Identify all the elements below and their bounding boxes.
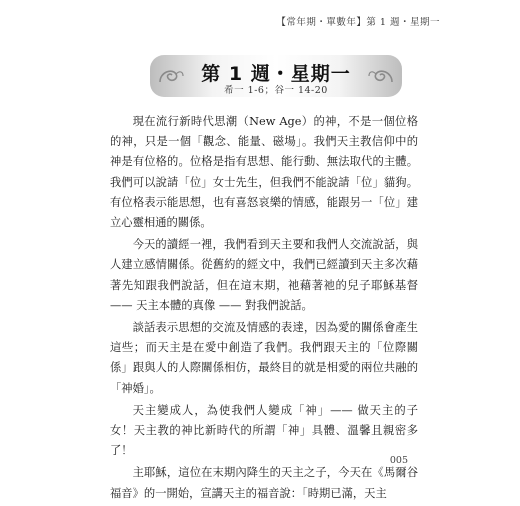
paragraph: 談話表示思想的交流及情感的表達，因為愛的關係會產生這些；而天主是在愛中創造了我們。我們跟天主的「位際關係」跟與人的人際關係相仿，最終目的就是相愛的兩位共融的「神婚」。 <box>110 321 418 395</box>
swirl-ornament-right-icon <box>366 62 396 90</box>
paragraph: 今天的讀經一裡，我們看到天主要和我們人交流說話，與人建立感情關係。從舊約的經文中，我們已經讀到天主多次藉著先知跟我們說話，但在這末期，祂藉著祂的兒子耶穌基督 —— 天主本體的真像 —— 對我們說話。 <box>110 238 418 312</box>
paragraph: 現在流行新時代思潮（New Age）的神，不是一個位格的神，只是一個「觀念、能量、磁場」。我們天主教信仰中的神是有位格的。位格是指有思想、能行動、無法取代的主體。我們可以說請「位」女士先生，但我們不能說請「位」貓狗。有位格表示能思想，也有喜怒哀樂的情感，能跟另一「位」建立心靈相通的關係。 <box>110 115 418 230</box>
running-head: 【常年期・單數年】第 1 週・星期一 <box>276 17 440 28</box>
scripture-reference: 希一 1-6；谷一 14-20 <box>224 85 328 96</box>
chapter-banner <box>150 55 402 97</box>
page-number: 005 <box>389 455 408 466</box>
chapter-title: 第 1 週・星期一 <box>201 63 351 85</box>
body-text <box>110 112 418 506</box>
paragraph: 主耶穌，這位在末期內降生的天主之子，今天在《馬爾谷福音》的一開始，宣講天主的福音說：「時期已滿，天主 <box>110 466 418 500</box>
paragraph: 天主變成人，為使我們人變成「神」—— 做天主的子女！天主教的神比新時代的所謂「神」具體、溫馨且親密多了！ <box>110 403 418 458</box>
